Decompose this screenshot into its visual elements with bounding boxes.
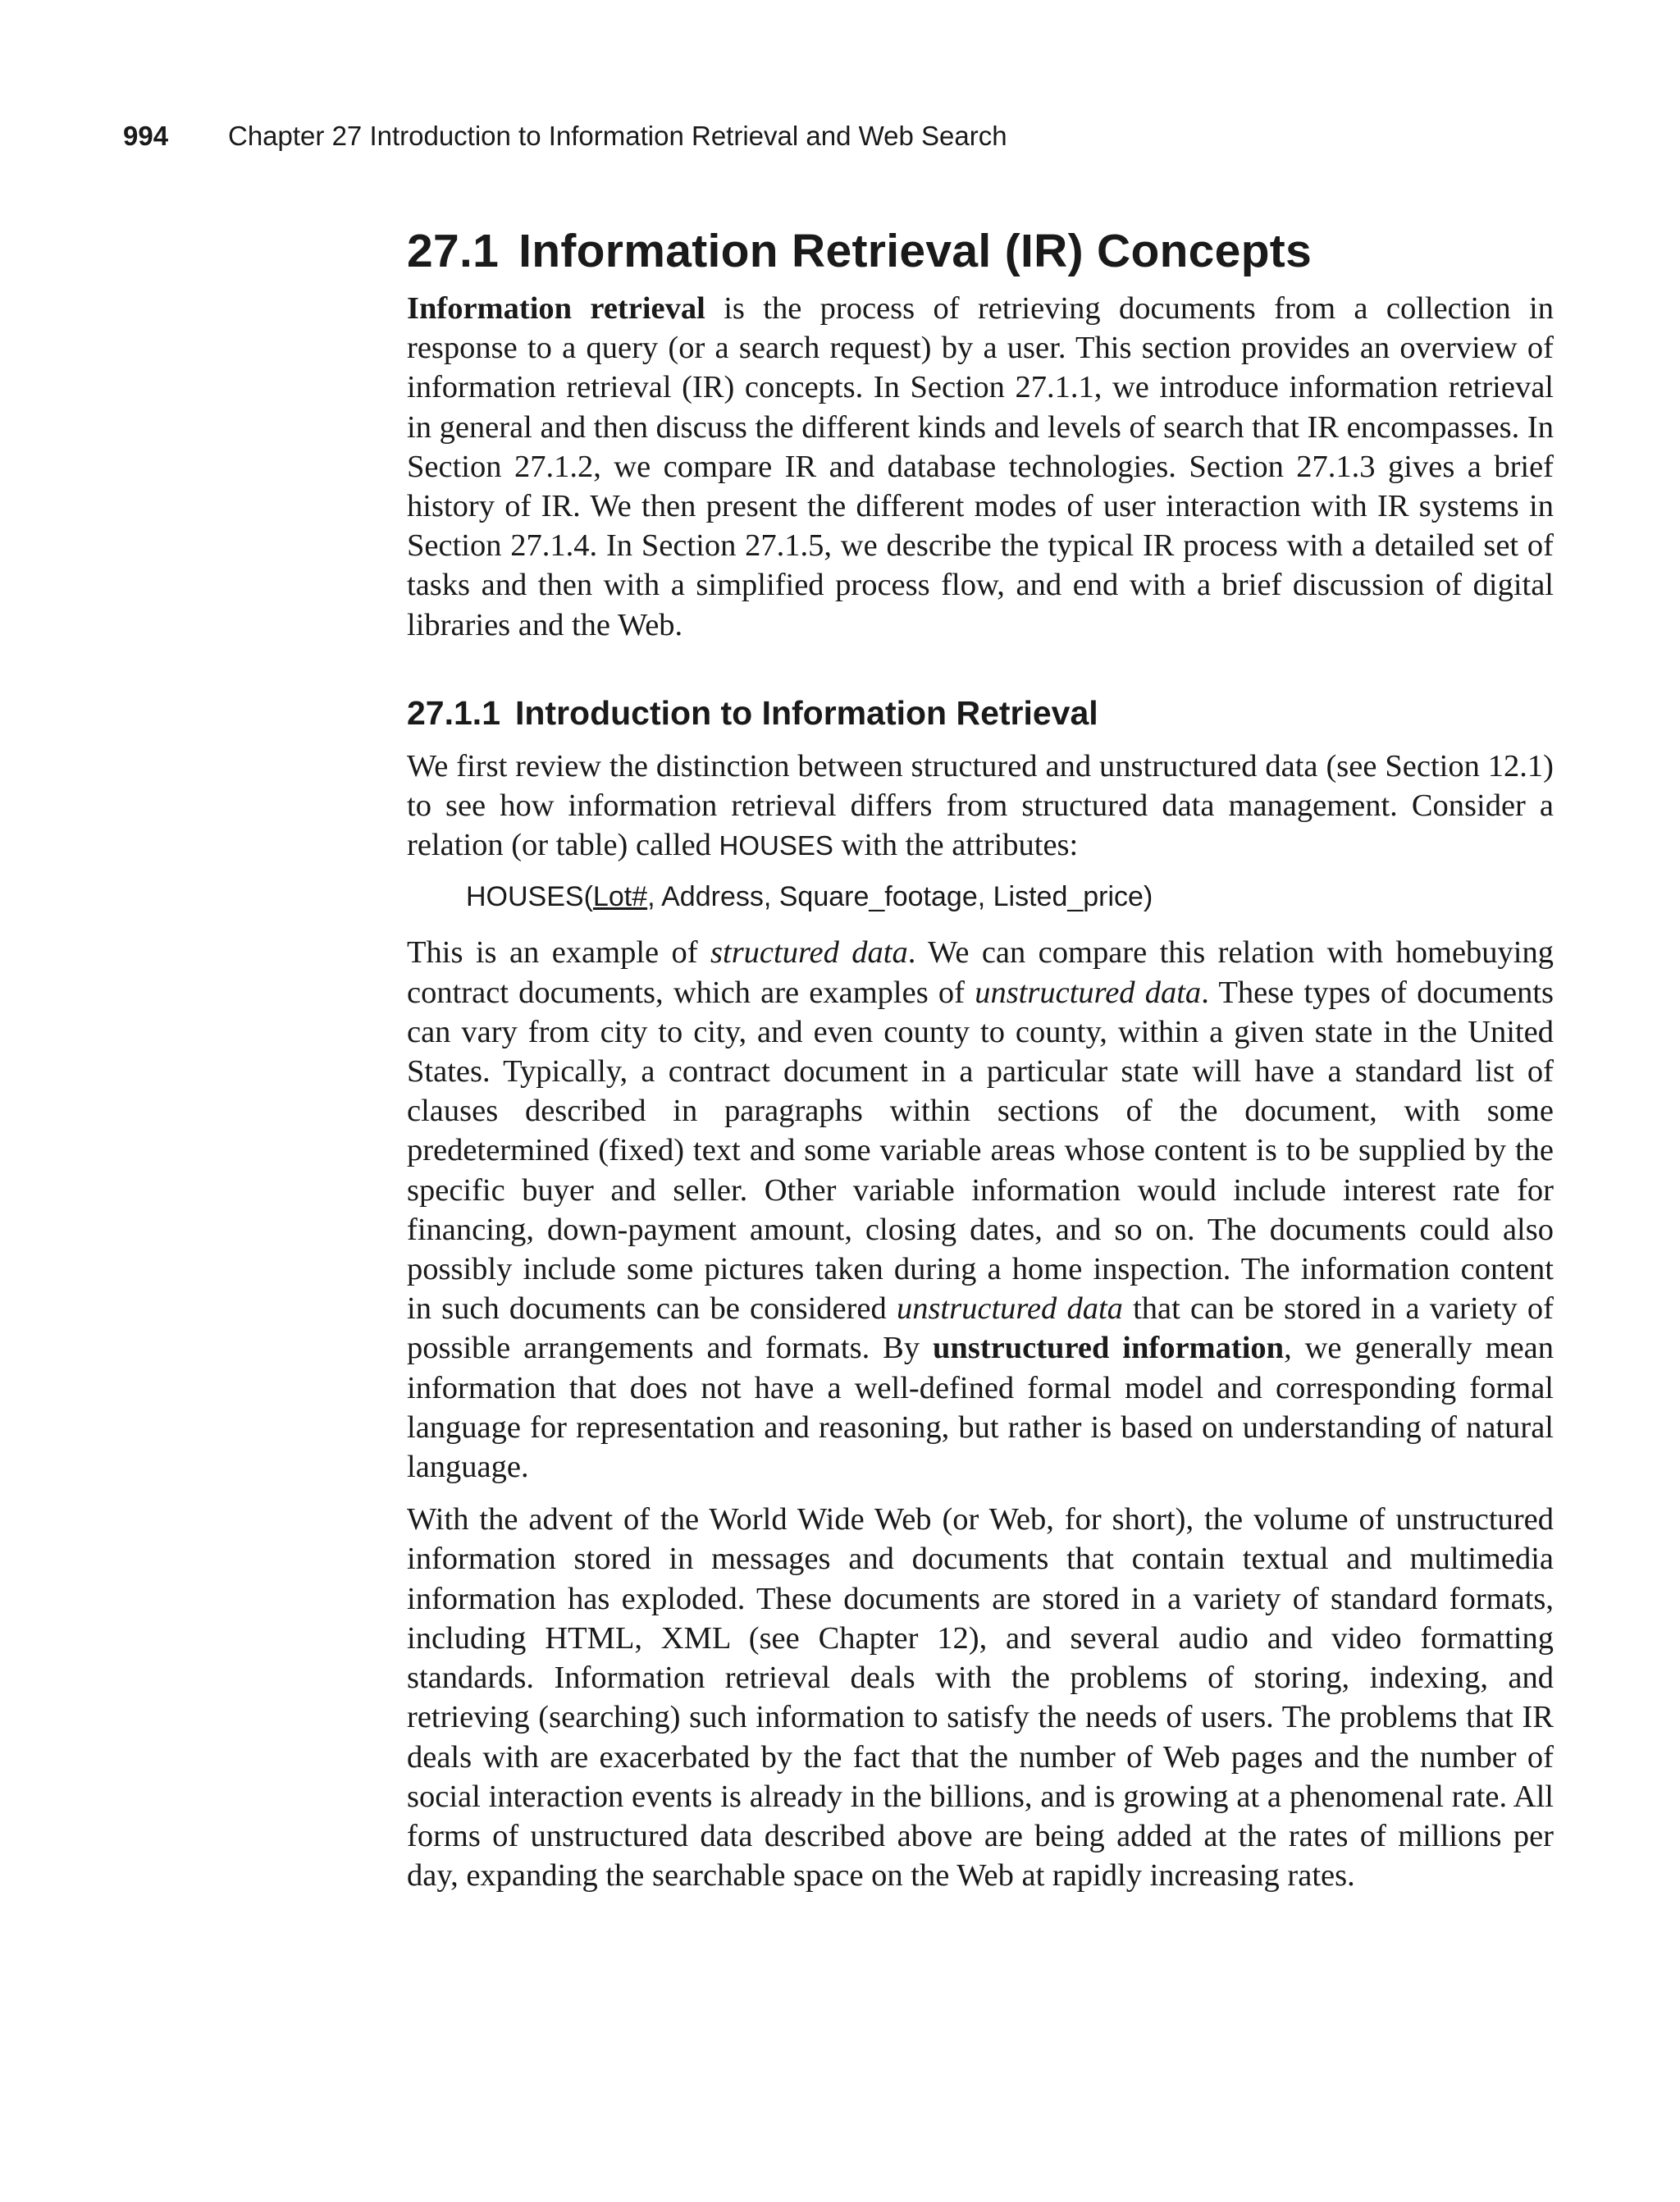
page-number: 994 — [123, 121, 169, 151]
text-column — [407, 222, 1554, 1908]
subsection-number: 27.1.1 — [407, 693, 500, 732]
term-unstructured-data-2: unstructured data — [896, 1291, 1123, 1327]
relation-schema — [466, 879, 1554, 915]
paragraph-web: With the advent of the World Wide Web (or Web, for short), the volume of unstructured information stored in messages and documents that contain textual and multimedia information has exploded. These documents are stored in a variety of standard formats, including HTML, XML (see Chapter 12), and several audio and video formatting standards. Information retrieval deals with the problems of storing, indexing, and retrieving (searching) such information to satisfy the needs of users. The problems that IR deals with are exacerbated by the fact that the number of Web pages and the number of social interaction events is already in the billions, and is growing at a phenomenal rate. All forms of unstructured data described above are being added at the rates of millions per day, expanding the searchable space on the Web at rapidly increasing rates. — [407, 1502, 1554, 1894]
term-unstructured-information: unstructured information — [933, 1331, 1285, 1366]
relation-name: HOUSES — [719, 830, 833, 861]
term-information-retrieval: Information retrieval — [407, 291, 705, 326]
subsection-title: Introduction to Information Retrieval — [515, 693, 1098, 732]
running-title: Chapter 27 Introduction to Information Retrieval and Web Search — [228, 121, 1007, 151]
p1-text: We first review the distinction between structured and unstructured data (see Section 12.1) to see how information retrieval differs from structured data management. Consider a relation (or table) called — [407, 748, 1554, 863]
paragraph-structured-vs-unstructured — [407, 747, 1554, 866]
intro-paragraph — [407, 289, 1554, 645]
section-title: Information Retrieval (IR) Concepts — [518, 225, 1312, 277]
section-number: 27.1 — [407, 225, 500, 277]
schema-key-attribute: Lot# — [592, 881, 648, 913]
p2-text-d: that can be stored in a variety of possible arrangements and formats. By — [407, 1291, 1554, 1366]
paragraph-structured-data — [407, 933, 1554, 1487]
p2-text-b: . We can compare this relation with homebuying contract documents, which are examples of — [407, 935, 1554, 1010]
subsection-heading — [407, 691, 1554, 735]
section-heading — [407, 222, 1554, 281]
p2-text-e: , we generally mean information that does not have a well-defined formal model and corresponding formal language for representation and reasoning, but rather is based on understanding of natural language. — [407, 1331, 1554, 1485]
p2-text-a: This is an example of — [407, 935, 711, 971]
term-structured-data: structured data — [710, 935, 908, 971]
running-head — [123, 120, 1007, 153]
intro-text: is the process of retrieving documents from a collection in response to a query (or a search request) by a user. This section provides an overview of information retrieval (IR) concepts. In Section 27.1.1, we introduce information retrieval in general and then discuss the different kinds and levels of search that IR encompasses. In Section 27.1.2, we compare IR and database technologies. Section 27.1.3 gives a brief history of IR. We then present the different modes of user interaction with IR systems in Section 27.1.4. In Section 27.1.5, we describe the typical IR process with a detailed set of tasks and then with a simplified process flow, and end with a brief discussion of digital libraries and the Web. — [407, 291, 1554, 642]
schema-attributes: , Address, Square_footage, Listed_price) — [647, 881, 1153, 913]
term-unstructured-data: unstructured data — [975, 975, 1202, 1010]
p2-text-c: . These types of documents can vary from city to city, and even county to county, within a given state in the United States. Typically, a contract document in a particular state will have a standard list of clauses described in paragraphs within sections of the document, with some predetermined (fixed) text and some variable areas whose content is to be supplied by the specific buyer and seller. Other variable information would include interest rate for financing, down-payment amount, closing dates, and so on. The documents could also possibly include some pictures taken during a home inspection. The information content in such documents can be considered — [407, 975, 1554, 1327]
p1-end: with the attributes: — [833, 828, 1079, 863]
schema-name: HOUSES( — [466, 881, 593, 913]
